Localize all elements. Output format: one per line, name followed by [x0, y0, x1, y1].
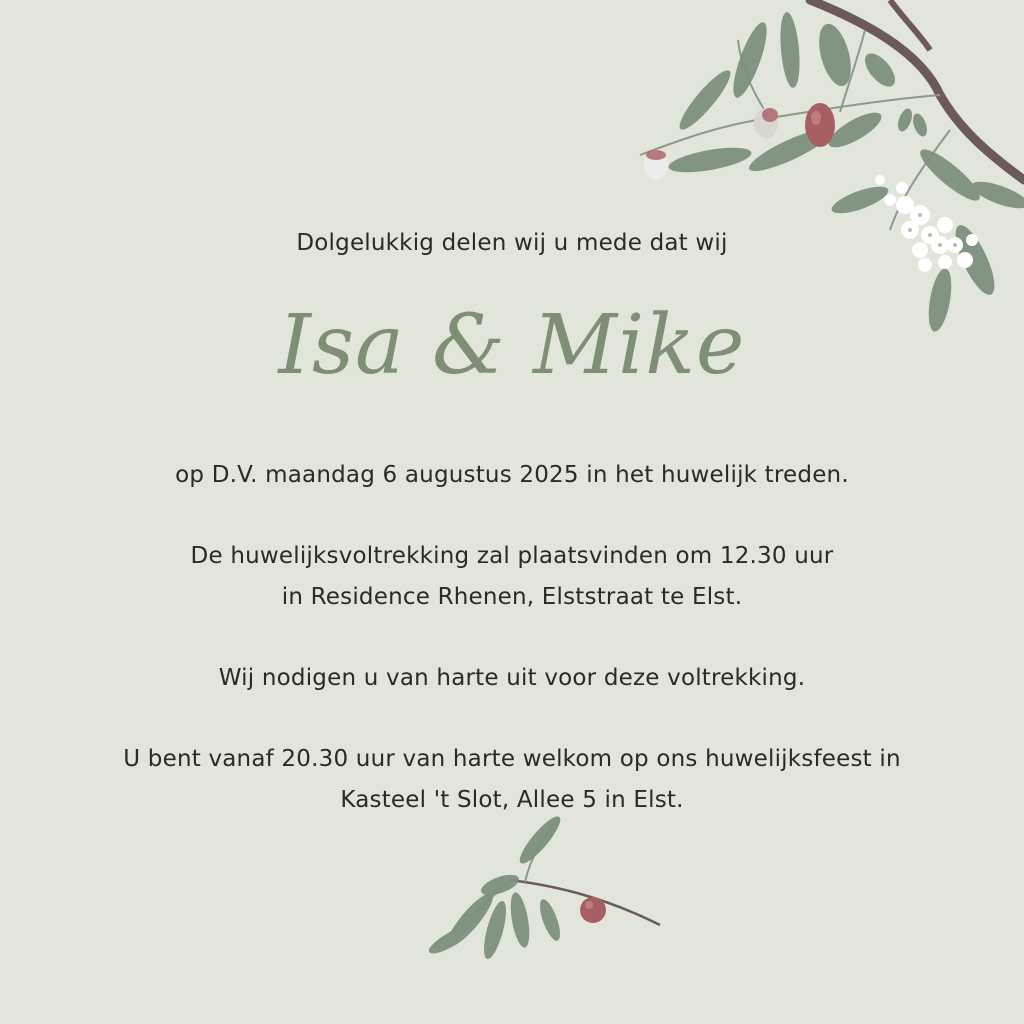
party-line-1: U bent vanaf 20.30 uur van harte welkom op ons huwelijksfeest in: [123, 746, 901, 772]
party-line-2: Kasteel 't Slot, Allee 5 in Elst.: [340, 787, 684, 813]
invite-line: Wij nodigen u van harte uit voor deze voltrekking.: [218, 665, 806, 691]
ceremony-line-1: De huwelijksvoltrekking zal plaatsvinden om 12.30 uur: [190, 543, 834, 569]
couple-names: Isa & Mike: [278, 298, 746, 393]
olive-sprig-illustration: [410, 810, 670, 970]
intro-text: Dolgelukkig delen wij u mede dat wij: [296, 230, 728, 256]
ceremony-line-2: in Residence Rhenen, Elststraat te Elst.: [281, 584, 743, 610]
olive-branch-illustration: [620, 0, 1024, 340]
date-line: op D.V. maandag 6 augustus 2025 in het huwelijk treden.: [175, 462, 849, 488]
